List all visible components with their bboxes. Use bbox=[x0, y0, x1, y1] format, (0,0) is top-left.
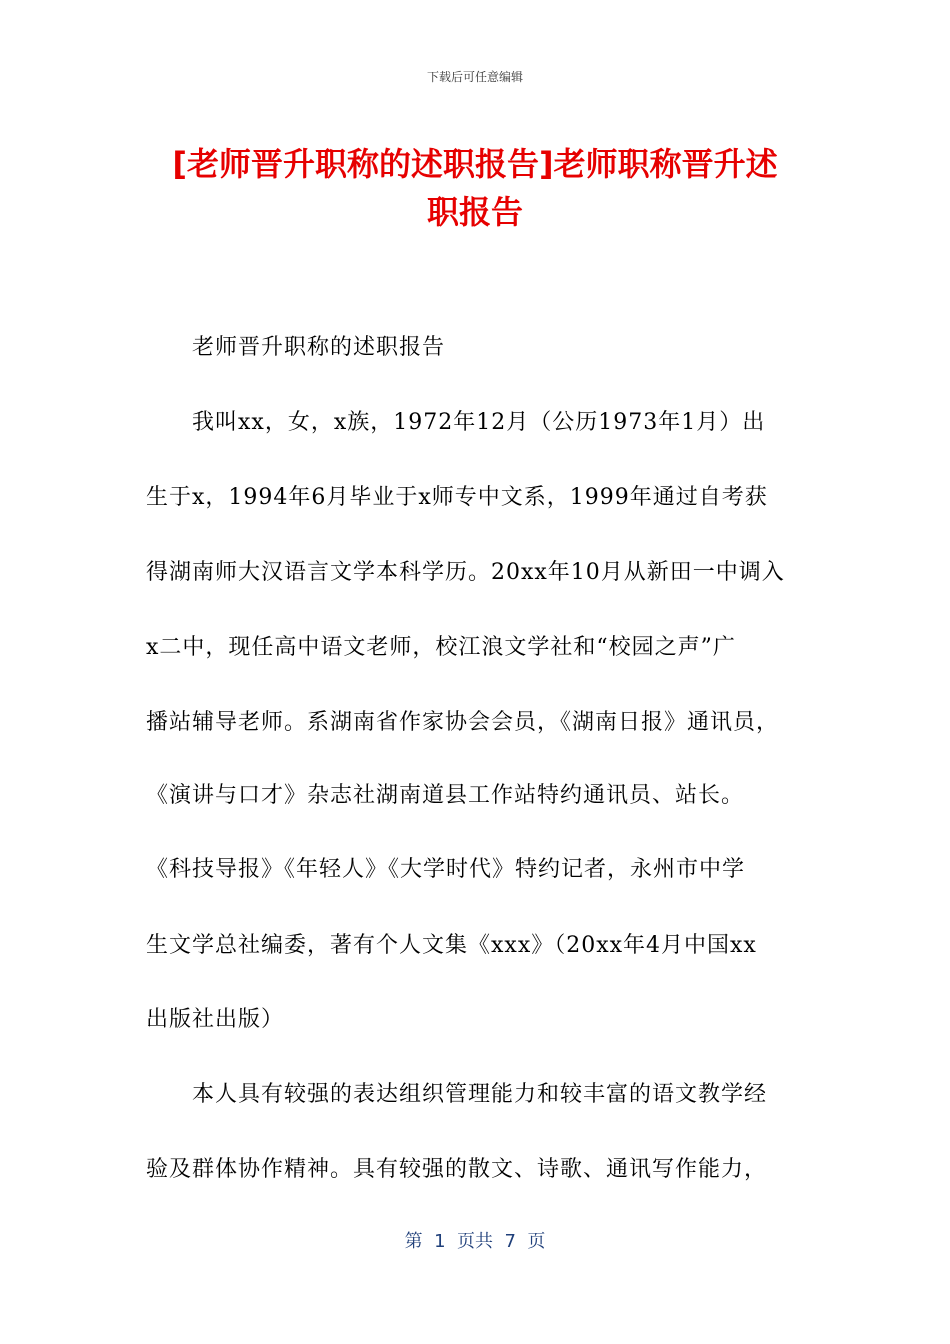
body-line: 得湖南师大汉语言文学本科学历。20xx年10月从新田一中调入 bbox=[146, 560, 785, 585]
document-title bbox=[120, 140, 830, 236]
body-line: 播站辅导老师。系湖南省作家协会会员，《湖南日报》通讯员， bbox=[146, 710, 780, 735]
header-note: 下载后可任意编辑 bbox=[426, 70, 523, 84]
body-line: 验及群体协作精神。具有较强的散文、诗歌、通讯写作能力， bbox=[146, 1157, 768, 1182]
document-title-line-1: [老师晋升职称的述职报告]老师职称晋升述 bbox=[172, 145, 778, 183]
body-line: x二中，现任高中语文老师，校江浪文学社和“校园之声”广 bbox=[146, 635, 736, 660]
body-line: 《科技导报》《年轻人》《大学时代》特约记者，永州市中学 bbox=[146, 857, 746, 882]
body-line: 《演讲与口才》杂志社湖南道县工作站特约通讯员、站长。 bbox=[146, 783, 745, 808]
body-line: 老师晋升职称的述职报告 bbox=[146, 335, 446, 360]
body-line: 本人具有较强的表达组织管理能力和较丰富的语文教学经 bbox=[146, 1082, 768, 1107]
body-line: 我叫xx，女，x族，1972年12月（公历1973年1月）出 bbox=[146, 410, 766, 435]
body-line: 出版社出版） bbox=[146, 1007, 285, 1032]
body-line: 生文学总社编委，著有个人文集《xxx》（20xx年4月中国xx bbox=[146, 933, 757, 958]
document-title-line-2: 职报告 bbox=[426, 193, 523, 231]
page-footer: 第 1 页共 7 页 bbox=[404, 1231, 546, 1252]
body-line: 生于x，1994年6月毕业于x师专中文系，1999年通过自考获 bbox=[146, 485, 768, 510]
